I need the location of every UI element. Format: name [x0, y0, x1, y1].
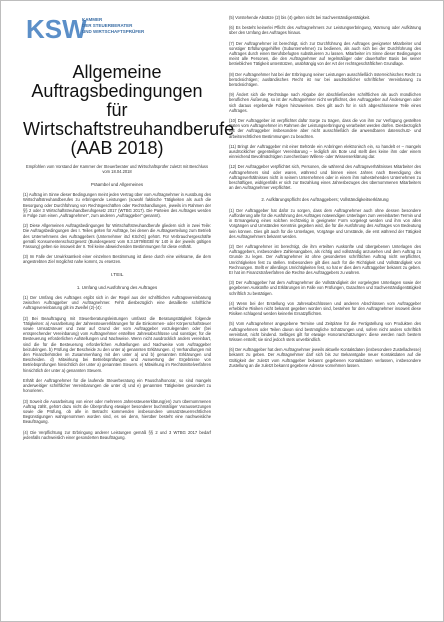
section-paragraph: (2) Bei Beauftragung mit Steuerberatungsleistungen umfasst die Beratungstätigkeit folgende Tätigkeiten: a) Ausarbeitung der Jahressteuererklärungen für die Einkommen- oder Körperschaftsteuer sowie Umsatzsteuer und zwar auf Grund der vom Auftraggeber vorzulegenden oder (bei entsprechender Vereinbarung) vom Auftragnehmer erstellten Jahresabschlüsse und sonstiger, für die Besteuerung erforderlichen Aufstellungen und Nachweise. Wenn nicht ausdrücklich anders vereinbart, sind die für die Besteuerung erforderlichen Aufstellungen und Nachweise vom Auftraggeber beizubringen. b) Prüfung der Bescheide zu den unter a) genannten Erklärungen. c) Verhandlungen mit den Finanzbehörden im Zusammenhang mit den unter a) und b) genannten Erklärungen und Bescheiden. d) Mitwirkung bei Betriebsprüfungen und Auswertung der Ergebnisse von Betriebsprüfungen hinsichtlich der unter a) genannten Steuern. e) Mitwirkung im Rechtsmittelverfahren hinsichtlich der unter a) genannten Steuern.	[23, 315, 211, 373]
part-heading: I.TEIL	[110, 272, 124, 278]
section-heading: 1. Umfang und Ausführung des Auftrages	[76, 284, 158, 290]
document-title: Allgemeine Auftragsbedingungen für Wirtschaftstreuhandberufe (AAB 2018)	[23, 62, 235, 158]
section-heading: 2. Aufklärungspflicht des Auftraggebers; Vollständigkeitserklärung	[261, 197, 389, 203]
section-paragraph: (7) Der Auftragnehmer ist berechtigt, sich zur Durchführung des Auftrages geeigneter Mitarbeiter und sonstiger Erfüllungsgehilfen (Subunternehmer) zu bedienen, als auch sich bei der Durchführung des Auftrages durch einen Berufsbefugten substituieren zu lassen. Mitarbeiter im Sinne dieser Bedingungen meint alle Personen, die den Auftragnehmer auf regelmäßiger oder dauerhafter Basis bei seiner betrieblichen Tätigkeit unterstützen, unabhängig von der Art der rechtsgeschäftlichen Grundlage.	[229, 40, 421, 67]
preamble-heading: Präambel und Allgemeines	[90, 182, 144, 187]
section-paragraph: (3) Soweit die Ausarbeitung von einer oder mehreren Jahressteuererklärung(en) zum übernommenen Auftrag zählt, gehört dazu nicht die Überprüfung etwaiger besonderer buchmäßiger Voraussetzungen sowie die Prüfung, ob alle in Betracht kommenden insbesondere umsatzsteuerrechtlichen Begünstigungen wahrgenommen worden sind, es sei denn, hierüber besteht eine nachweisliche Beauftragung.	[23, 398, 211, 425]
section-paragraph: (1) Der Auftraggeber hat dafür zu sorgen, dass dem Auftragnehmer auch ohne dessen besondere Aufforderung alle für die Ausführung des Auftrages notwendigen Unterlagen zum vereinbarten Termin und in Ermangelung eines solchen rechtzeitig in geeigneter Form vorgelegt werden und ihm von allen Vorgängen und Umständen Kenntnis gegeben wird, die für die Ausführung des Auftrages von Bedeutung sein können. Dies gilt auch für die Unterlagen, Vorgänge und Umstände, die erst während der Tätigkeit des Auftragnehmers bekannt werden.	[229, 207, 421, 239]
preamble-paragraph: (3) Im Falle der Unwirksamkeit einer einzelnen Bestimmung ist diese durch eine wirksame, die dem angestrebten Ziel möglichst nahe kommt, zu ersetzen.	[23, 254, 211, 265]
logo-org-name: KAMMER DER STEUERBERATER UND WIRTSCHAFTSPRÜFER	[82, 17, 145, 34]
section-paragraph: (5) Vom Auftragnehmer angegebene Termine und Zeitpläne für die Fertigstellung von Produkten des Auftragnehmers oder Teilen davon sind bestmögliche Schätzungen und, sofern nicht anders schriftlich vereinbart, nicht bindend. Selbiges gilt für etwaige Honorarschätzungen: diese werden nach bestem Wissen erstellt; sie sind jedoch stets unverbindlich.	[229, 321, 421, 342]
section-paragraph: (1) Der Umfang des Auftrages ergibt sich in der Regel aus der schriftlichen Auftragsvereinbarung zwischen Auftraggeber und Auftragnehmer. Fehlt diesbezüglich eine detaillierte schriftliche Auftragsvereinbarung gilt im Zweifel (2)-(4):	[23, 295, 211, 311]
preamble-paragraph: (1) Auftrag im Sinne dieser Bedingungen meint jeden Vertrag über vom Auftragnehmer in Ausübung des Wirtschaftstreuhandberufes zu erbringende Leistungen (sowohl faktische Tätigkeiten als auch die Besorgung oder Durchführung von Rechtsgeschäften oder Rechtshandlungen, jeweils im Rahmen der §§ 2 oder 3 Wirtschaftstreuhandberufsgesetz 2017 (WTBG 2017). Die Parteien des Auftrages werden in Folge zum einen „Auftragnehmer", zum anderen „Auftraggeber" genannt).	[23, 192, 211, 219]
section-paragraph: (5) Vorstehende Absätze (2) bis (4) gelten nicht bei Sachverständigentätigkeit.	[229, 15, 371, 20]
section-paragraph: (11) Bringt der Auftraggeber mit einer Behörde ein Anbringen elektronisch ein, so handelt er – mangels ausdrücklicher gegenteiliger Vereinbarung – lediglich als Bote und stellt dies keine ihm oder einem einreichend Bevollmächtigten zurechenbare Willens- oder Wissenserklärung dar.	[229, 143, 421, 160]
section-paragraph: (10) Der Auftraggeber ist verpflichtet dafür Sorge zu tragen, dass die von ihm zur Verfügung gestellten Daten vom Auftragnehmer im Rahmen der Leistungserbringung verarbeitet werden dürfen. Diesbezüglich hat der Auftraggeber insbesondere aber nicht ausschließlich die anwendbaren datenschutz- und arbeitsrechtlichen Bestimmungen zu beachten.	[229, 118, 421, 139]
section-paragraph: (8) Der Auftragnehmer hat bei der Erbringung seiner Leistungen ausschließlich österreichisches Recht zu berücksichtigen; ausländisches Recht ist nur bei ausdrücklicher schriftlicher Vereinbarung zu berücksichtigen.	[229, 71, 421, 88]
preamble-paragraph: (2) Diese Allgemeinen Auftragsbedingungen für Wirtschaftstreuhandberufe gliedern sich in zwei Teile: Die Auftragsbedingungen des I. Teiles gelten für Aufträge, bei denen die Auftragserteilung zum Betrieb des Unternehmens des Auftraggebers (Unternehmer iSd KSchG) gehört. Für Verbrauchergeschäfte gemäß Konsumentenschutzgesetz (Bundesgesetz vom 8.3.1979/BGBl Nr 140 in der jeweils gültigen Fassung) gelten sie insoweit der II. Teil keine abweichenden Bestimmungen für diese enthält.	[23, 223, 211, 250]
intro-text: Empfohlen vom Vorstand der Kammer der Steuerberater und Wirtschaftsprüfer zuletzt mit Beschluss vom 18.04.2018	[25, 164, 209, 174]
section-paragraph: (9) Ändert sich die Rechtslage nach Abgabe der abschließenden schriftlichen als auch mündlichen beruflichen Äußerung, so ist der Auftragnehmer nicht verpflichtet, den Auftraggeber auf Änderungen oder sich daraus ergebende Folgen hinzuweisen. Dies gilt auch für in sich abgeschlossene Teile eines Auftrages.	[229, 92, 421, 113]
left-column	[23, 55, 235, 445]
right-column	[229, 15, 421, 373]
section-paragraph: (2) Der Auftragnehmer ist berechtigt, die ihm erteilten Auskünfte und übergebenen Unterlagen des Auftraggebers, insbesondere Zahlenangaben, als richtig und vollständig anzusehen und dem Auftrag zu Grunde zu legen. Der Auftragnehmer ist ohne gesonderten schriftlichen Auftrag nicht verpflichtet, Unrichtigkeiten fest zu stellen. Insbesondere gilt dies auch für die Richtigkeit und Vollständigkeit von Rechnungen. Stellt er allerdings Unrichtigkeiten fest, so hat er dies dem Auftraggeber bekannt zu geben. Er hat im Finanzstrafverfahren die Rechte des Auftraggebers zu wahren.	[229, 243, 421, 275]
section-paragraph: Erhält der Auftragnehmer für die laufende Steuerberatung ein Pauschalhonorar, so sind mangels anderweitiger schriftlicher Vereinbarungen die unter d) und e) genannten Tätigkeiten gesondert zu honorieren.	[23, 377, 211, 394]
logo-letters: KSW	[26, 14, 87, 44]
section-paragraph: (3) Der Auftraggeber hat dem Auftragnehmer die Vollständigkeit der vorgelegten Unterlagen sowie der gegebenen Auskünfte und Erklärungen im Falle von Prüfungen, Gutachten und Sachverständigentätigkeit schriftlich zu bestätigen.	[229, 280, 421, 296]
section-paragraph: (12) Der Auftraggeber verpflichtet sich, Personen, die während des Auftragsverhältnisses Mitarbeiter des Auftragnehmers sind oder waren, während und binnen eines Jahres nach Beendigung des Auftragsverhältnisses nicht in seinem Unternehmen oder in einem ihm nahestehenden Unternehmen zu beschäftigen, widrigenfalls er sich zur Bezahlung eines Jahresbezuges des übernommenen Mitarbeiters an den Auftragnehmer verpflichtet.	[229, 164, 421, 191]
ksw-logo	[26, 14, 146, 46]
section-paragraph: (6) Es besteht keinerlei Pflicht des Auftragnehmers zur Leistungserbringung, Warnung oder Aufklärung über den Umfang des Auftrages hinaus.	[229, 25, 421, 36]
section-paragraph: (4) Die Verpflichtung zur Erbringung anderer Leistungen gemäß §§ 2 und 3 WTBG 2017 bedarf jedenfalls nachweislich einer gesonderten Beauftragung.	[23, 429, 211, 440]
section-paragraph: (6) Der Auftraggeber hat dem Auftragnehmer jeweils aktuelle Kontaktdaten (insbesondere Zustelladresse) bekannt zu geben. Der Auftragnehmer darf sich bis zur Bekanntgabe neuer Kontaktdaten auf die Gültigkeit der zuletzt vom Auftraggeber bekannt gegebenen Kontaktdaten verlassen, insbesondere Zustellung an die zuletzt bekannt gegebene Adresse vornehmen lassen.	[229, 347, 421, 368]
section-paragraph: (4) Wenn bei der Erstellung von Jahresabschlüssen und anderen Abschlüssen vom Auftraggeber erhebliche Risiken nicht bekannt gegeben worden sind, bestehen für den Auftragnehmer insoweit diese Risiken schlagend werden keinerlei Ersatzpflichten.	[229, 300, 421, 317]
